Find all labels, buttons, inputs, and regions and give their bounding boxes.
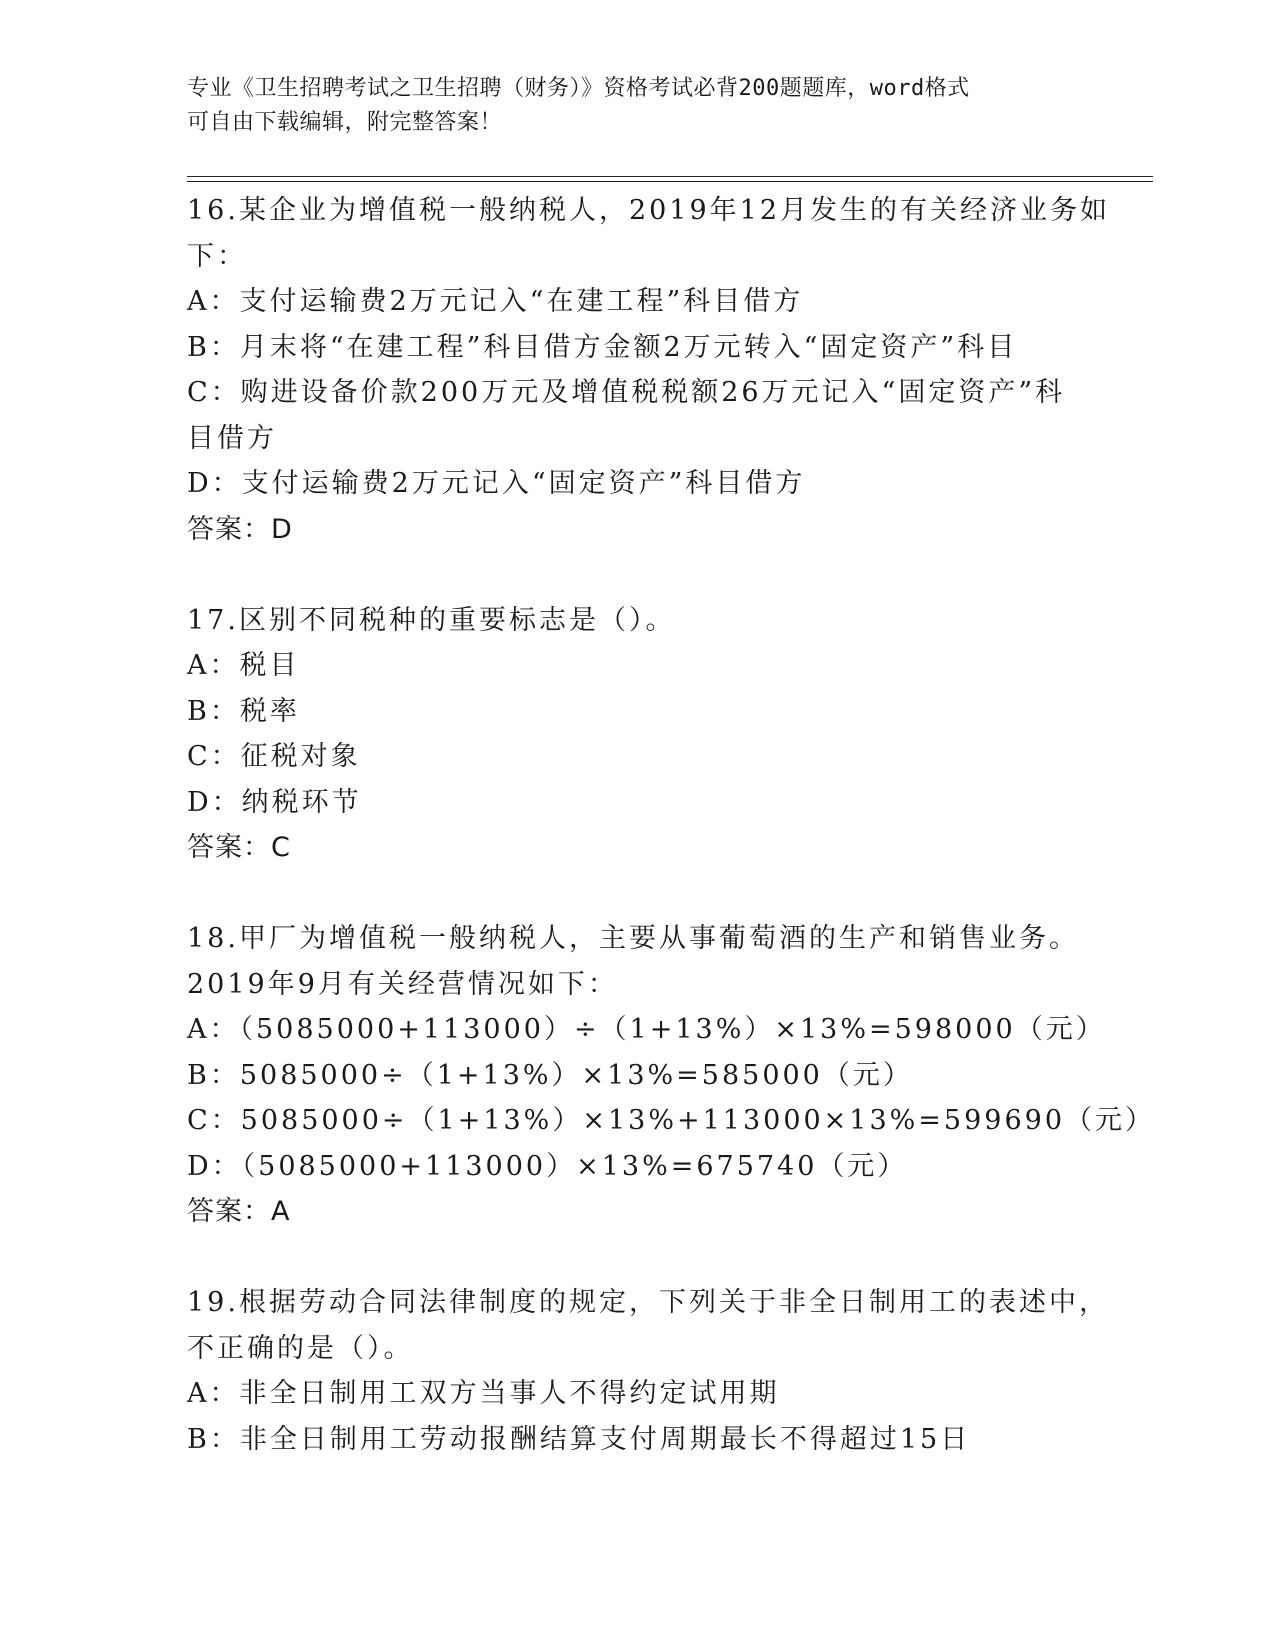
option-a: A：支付运输费2万元记入“在建工程”科目借方 <box>187 286 804 317</box>
spacer <box>187 1235 1087 1281</box>
answer: 答案：C <box>187 832 291 863</box>
question-16 <box>187 188 1111 552</box>
question-stem: 18.甲厂为增值税一般纳税人，主要从事葡萄酒的生产和销售业务。 <box>187 923 1079 954</box>
option-c: 目借方 <box>187 422 277 454</box>
spacer <box>187 871 1087 917</box>
option-a: A：税目 <box>187 650 300 681</box>
header-divider-bottom <box>187 181 1153 182</box>
question-18 <box>187 916 1155 1235</box>
question-stem: 不正确的是（）。 <box>187 1332 414 1364</box>
option-c: C：购进设备价款200万元及增值税税额26万元记入“固定资产”科 <box>187 377 1066 408</box>
option-d: D：纳税环节 <box>187 786 362 818</box>
option-a: A：（5085000+113000）÷（1+13%）×13%=598000（元） <box>187 1014 1106 1045</box>
option-b: B：5085000÷（1+13%）×13%=585000（元） <box>187 1059 913 1091</box>
option-b: B：月末将“在建工程”科目借方金额2万元转入“固定资产”科目 <box>187 331 1018 363</box>
option-d: D：（5085000+113000）×13%=675740（元） <box>187 1150 908 1182</box>
question-stem: 16.某企业为增值税一般纳税人，2019年12月发生的有关经济业务如 <box>187 195 1111 226</box>
option-b: B：非全日制用工劳动报酬结算支付周期最长不得超过15日 <box>187 1423 971 1455</box>
answer: 答案：D <box>187 513 293 545</box>
question-19 <box>187 1280 1109 1462</box>
spacer <box>187 552 1087 598</box>
question-list <box>187 188 1155 1462</box>
option-c: C：5085000÷（1+13%）×13%+113000×13%=599690（元） <box>187 1105 1155 1136</box>
option-d: D：支付运输费2万元记入“固定资产”科目借方 <box>187 468 806 499</box>
option-a: A：非全日制用工双方当事人不得约定试用期 <box>187 1378 780 1409</box>
question-stem: 2019年9月有关经营情况如下： <box>187 968 618 1000</box>
option-b: B：税率 <box>187 695 300 727</box>
question-stem: 17.区别不同税种的重要标志是（）。 <box>187 604 676 636</box>
header-divider-top <box>187 176 1153 177</box>
header-line-1: 专业《卫生招聘考试之卫生招聘（财务）》资格考试必背200题题库，word格式 <box>187 76 970 101</box>
question-stem: 下： <box>187 240 247 272</box>
question-17 <box>187 598 1087 871</box>
option-c: C：征税对象 <box>187 741 361 772</box>
question-stem: 19.根据劳动合同法律制度的规定，下列关于非全日制用工的表述中， <box>187 1287 1109 1318</box>
header-line-2: 可自由下载编辑，附完整答案！ <box>187 110 503 135</box>
document-header <box>187 72 1087 140</box>
answer: 答案：A <box>187 1196 291 1227</box>
